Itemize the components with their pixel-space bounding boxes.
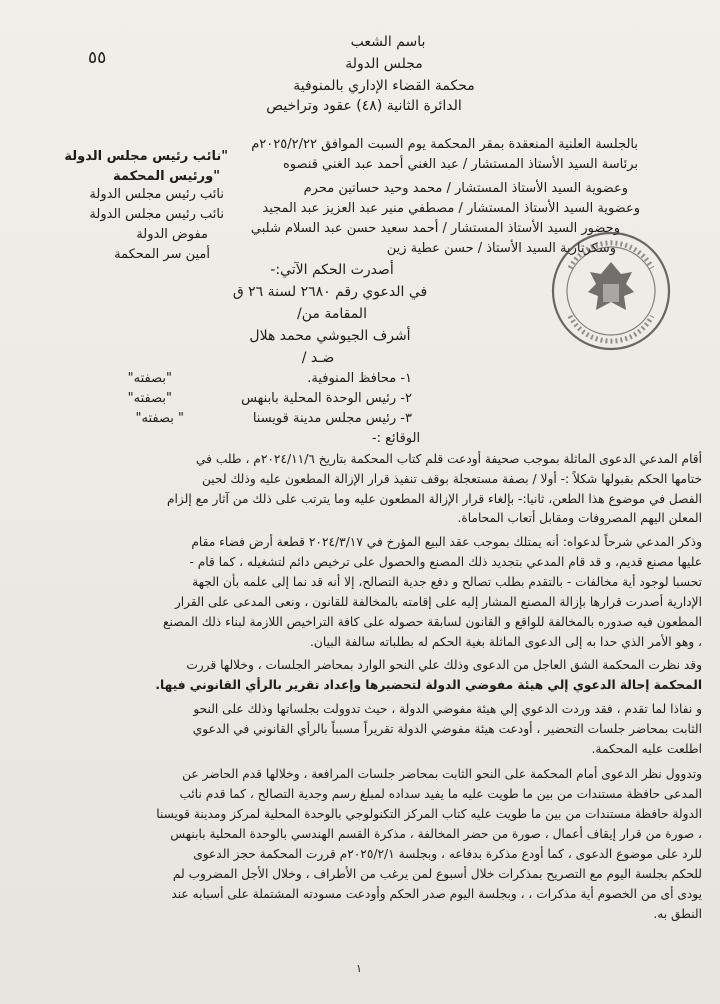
header-line-3: محكمة القضاء الإداري بالمنوفية — [293, 78, 475, 94]
para1-line-3: الفصل في موضوع هذا الطعن، ثانيا:- بإلغاء قرار الإزالة المطعون عليه وما يترتب على ذلك من آثار مع إلزام — [166, 492, 702, 506]
title-member-2: نائب رئيس مجلس الدولة — [89, 207, 224, 222]
para2-line-2: عليها مصنع قديم، و قد قام المدعي بتجديد ذلك المصنع والحصول على ترخيص دائم لتشغيله ، كما قام - — [189, 555, 702, 569]
header-line-4: الدائرة الثانية (٤٨) عقود وتراخيص — [266, 98, 462, 114]
para1-line-4: المعلن اليهم المصروفات ومقابل أتعاب المحاماة. — [457, 511, 702, 525]
footer-page-number: ١ — [356, 962, 362, 975]
para3-line-2: المحكمة إحالة الدعوي إلي هيئة مفوضي الدولة لتحضيرها وإعداد تقرير بالرأي القانوني فيها. — [155, 678, 702, 692]
facts-heading: الوقائع :- — [371, 431, 421, 446]
plaintiff-label: المقامة من/ — [297, 306, 367, 322]
header-line-2: مجلس الدولة — [345, 56, 423, 72]
para2-line-4: الإدارية أصدرت قرارها بإزالة المصنع المشار إليه على إقامته بالمخالفة للقانون ، ونعى المدعى على القرار — [174, 595, 702, 609]
defendant-3: ٣- رئيس مجلس مدينة قويسنا — [252, 411, 412, 426]
header-line-1: باسم الشعب — [350, 34, 426, 50]
member-line-1: وعضوية السيد الأستاذ المستشار / محمد وحيد حساتين محرم — [303, 181, 628, 196]
para3-line-1: وقد نظرت المحكمة الشق العاجل من الدعوى وذلك علي النحو الوارد بمحاضر الجلسات ، وخلالها قررت — [186, 658, 702, 672]
session-line-2: برئاسة السيد الأستاذ المستشار / عبد الغني أحمد عبد الغني قنصوه — [282, 157, 638, 172]
para5-line-8: النطق به. — [653, 907, 702, 921]
para5-line-1: وتدوول نظر الدعوى أمام المحكمة على النحو الثابت بمحاضر جلسات المرافعة ، وخلالها قدم الحاضر عن — [182, 767, 702, 781]
para5-line-5: للرد على موضوع الدعوى ، كما أودع مذكرة بدفاعه ، وبجلسة ٢٠٢٥/٢/١م قررت المحكمة حجز الدعوى — [193, 847, 702, 861]
para2-line-6: ، وهو الأمر الذي حدا به إلى الدعوى الماثلة بغية الحكم له بطلباته سالفة البيان. — [310, 635, 702, 649]
defendant-2: ٢- رئيس الوحدة المحلية بابنهس — [241, 391, 412, 406]
para1-line-1: أقام المدعي الدعوى الماثلة بموجب صحيفة أودعت قلم كتاب المحكمة بتاريخ ٢٠٢٤/١١/٦م ، طلب في — [196, 452, 702, 466]
member-line-2: وعضوية السيد الأستاذ المستشار / مصطفي منير عبد العزيز عبد المجيد — [262, 201, 640, 216]
defendant-1: ١- محافظ المنوفية. — [307, 371, 412, 386]
title-court-president: "ورئيس المحكمة — [112, 169, 220, 184]
plaintiff-name: أشرف الجيوشي محمد هلال — [249, 328, 411, 344]
title-vice-president: "نائب رئيس مجلس الدولة — [64, 149, 228, 164]
para2-line-3: تحسبا لوجود أية مخالفات - بالتقدم بطلب تصالح و دفع جدية التصالح، إلا أنه قد نما إلى علمه بأن الجهة — [192, 575, 702, 589]
para5-line-6: للحكم بجلسة اليوم مع التصريح بمذكرات خلال أسبوع لمن يرغب من الأطراف ، وخلال الأجل المضروب لم — [172, 867, 702, 881]
ruling-heading: أصدرت الحكم الآتي:- — [270, 262, 394, 278]
para2-line-5: المطعون فيه صدوره بالمخالفة للواقع و القانون لسابقة حصوله على كافة التراخيص اللازمة لبناء ذلك المصنع — [163, 615, 702, 629]
defendant-3-capacity: " بصفته" — [135, 411, 184, 426]
para1-line-2: ختامها الحكم بقبولها شكلاً :- أولا / بصفة مستعجلة بوقف تنفيذ قرار الإزالة المطعون عليه وذلك لحين — [202, 472, 702, 486]
para5-line-7: يودى أى من الخصوم أية مذكرات ، ، وبجلسة اليوم صدر الحكم وأودعت مسودته المشتملة على أسبابه عند — [171, 887, 702, 901]
title-commissioner: مفوض الدولة — [136, 227, 208, 242]
para5-line-2: المدعى حافظة مستندات من بين ما طويت عليه ما يفيد سداده لمبلغ رسم وجدية التصالح ، كما قدم نائب — [179, 787, 702, 801]
versus-label: ضـد / — [301, 350, 335, 366]
para5-line-4: ، صورة من قرار إيقاف أعمال ، صورة من حضر المخالفة ، مذكرة القسم الهندسي بالوحدة المحلية بابنهس — [170, 827, 702, 841]
title-secretary: أمين سر المحكمة — [114, 247, 210, 262]
defendant-2-capacity: "بصفته" — [127, 391, 172, 406]
page-number-mark: ٥٥ — [88, 48, 107, 68]
member-line-4: وسكرتارية السيد الأستاذ / حسن عطية زين — [386, 241, 616, 256]
para2-line-1: وذكر المدعي شرحاً لدعواه: أنه يمتلك بموجب عقد البيع المؤرخ في ٢٠٢٤/٣/١٧ قطعة أرض فضاء مقام — [191, 535, 702, 549]
para4-line-1: و نفاذا لما تقدم ، فقد وردت الدعوي إلي هيئة مفوضي الدولة ، حيث تدوولت بجلساتها وذلك على النحو — [193, 702, 702, 716]
case-number: في الدعوي رقم ٢٦٨٠ لسنة ٢٦ ق — [232, 284, 428, 300]
session-line-1: بالجلسة العلنية المنعقدة بمقر المحكمة يوم السبت الموافق ٢٠٢٥/٢/٢٢م — [251, 137, 638, 152]
title-member-1: نائب رئيس مجلس الدولة — [89, 187, 224, 202]
para4-line-2: الثابت بمحاضر جلسات التحضير ، أودعت هيئة مفوضي الدولة تقريراً مسبباً بالرأي القانوني في الدعوي — [192, 722, 702, 736]
member-line-3: وحضور السيد الأستاذ المستشار / أحمد سعيد حسن عبد السلام شلبي — [250, 221, 620, 236]
defendant-1-capacity: "بصفته" — [127, 371, 172, 386]
court-seal-stamp — [548, 228, 674, 354]
para5-line-3: الدولة حافظة مستندات من بين ما طويت عليه كتاب المركز التكنولوجي بالوحدة المحلية لمركز ومدينة قويسنا — [156, 807, 702, 821]
para4-line-3: اطلعت عليه المحكمة. — [591, 742, 702, 756]
